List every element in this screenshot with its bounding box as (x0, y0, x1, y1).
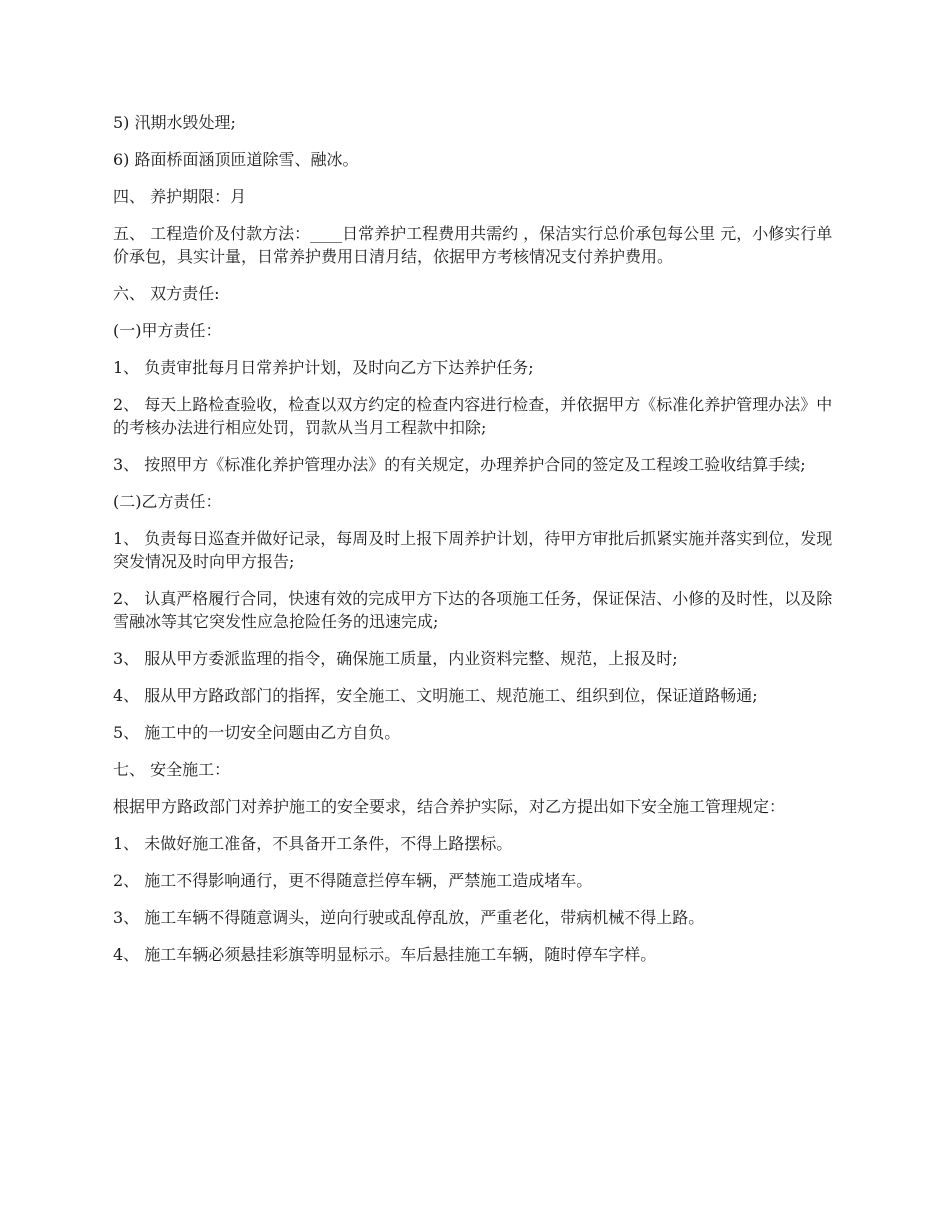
paragraph-item-5: 5) 汛期水毁处理; (113, 113, 236, 132)
party-a-heading: (一)甲方责任： (113, 321, 222, 340)
safety-item-4: 4、 施工车辆必须悬挂彩旗等明显标示。车后悬挂施工车辆，随时停车字样。 (113, 945, 657, 964)
party-b-heading: (二)乙方责任： (113, 492, 222, 511)
safety-item-2: 2、 施工不得影响通行，更不得随意拦停车辆，严禁施工造成堵车。 (113, 871, 593, 890)
section-four-heading: 四、 养护期限：月 (113, 187, 247, 206)
party-a-item-2: 2、 每天上路检查验收，检查以双方约定的检查内容进行检查，并依据甲方《标准化养护管理办法》中的考核办法进行相应处罚，罚款从当月工程款中扣除; (113, 395, 833, 437)
party-b-item-2: 2、 认真严格履行合同，快速有效的完成甲方下达的各项施工任务，保证保洁、小修的及时性，以及除雪融冰等其它突发性应急抢险任务的迅速完成; (113, 589, 833, 631)
party-b-item-1: 1、 负责每日巡查并做好记录，每周及时上报下周养护计划，待甲方审批后抓紧实施并落实到位，发现突发情况及时向甲方报告; (113, 529, 833, 571)
party-a-item-3: 3、 按照甲方《标准化养护管理办法》的有关规定，办理养护合同的签定及工程竣工验收结算手续; (113, 455, 806, 474)
safety-item-1: 1、 未做好施工准备，不具备开工条件，不得上路摆标。 (113, 834, 513, 853)
party-b-item-4: 4、 服从甲方路政部门的指挥，安全施工、文明施工、规范施工、组织到位，保证道路畅通; (113, 686, 758, 705)
safety-item-3: 3、 施工车辆不得随意调头，逆向行驶或乱停乱放，严重老化，带病机械不得上路。 (113, 908, 705, 927)
party-b-item-3: 3、 服从甲方委派监理的指令，确保施工质量，内业资料完整、规范，上报及时; (113, 649, 678, 668)
party-b-item-5: 5、 施工中的一切安全问题由乙方自负。 (113, 723, 401, 742)
section-five-paragraph: 五、 工程造价及付款方法：____日常养护工程费用共需约 ，保洁实行总价承包每公里 元，小修实行单价承包，具实计量，日常养护费用日清月结，依据甲方考核情况支付养护费用。 (113, 224, 833, 266)
safety-intro-paragraph: 根据甲方路政部门对养护施工的安全要求，结合养护实际，对乙方提出如下安全施工管理规定： (113, 797, 786, 816)
paragraph-item-6: 6) 路面桥面涵顶匝道除雪、融冰。 (113, 150, 359, 169)
section-seven-heading: 七、 安全施工： (113, 760, 231, 779)
section-six-heading: 六、 双方责任: (113, 284, 220, 303)
party-a-item-1: 1、 负责审批每月日常养护计划，及时向乙方下达养护任务; (113, 358, 534, 377)
document-body (113, 111, 845, 980)
